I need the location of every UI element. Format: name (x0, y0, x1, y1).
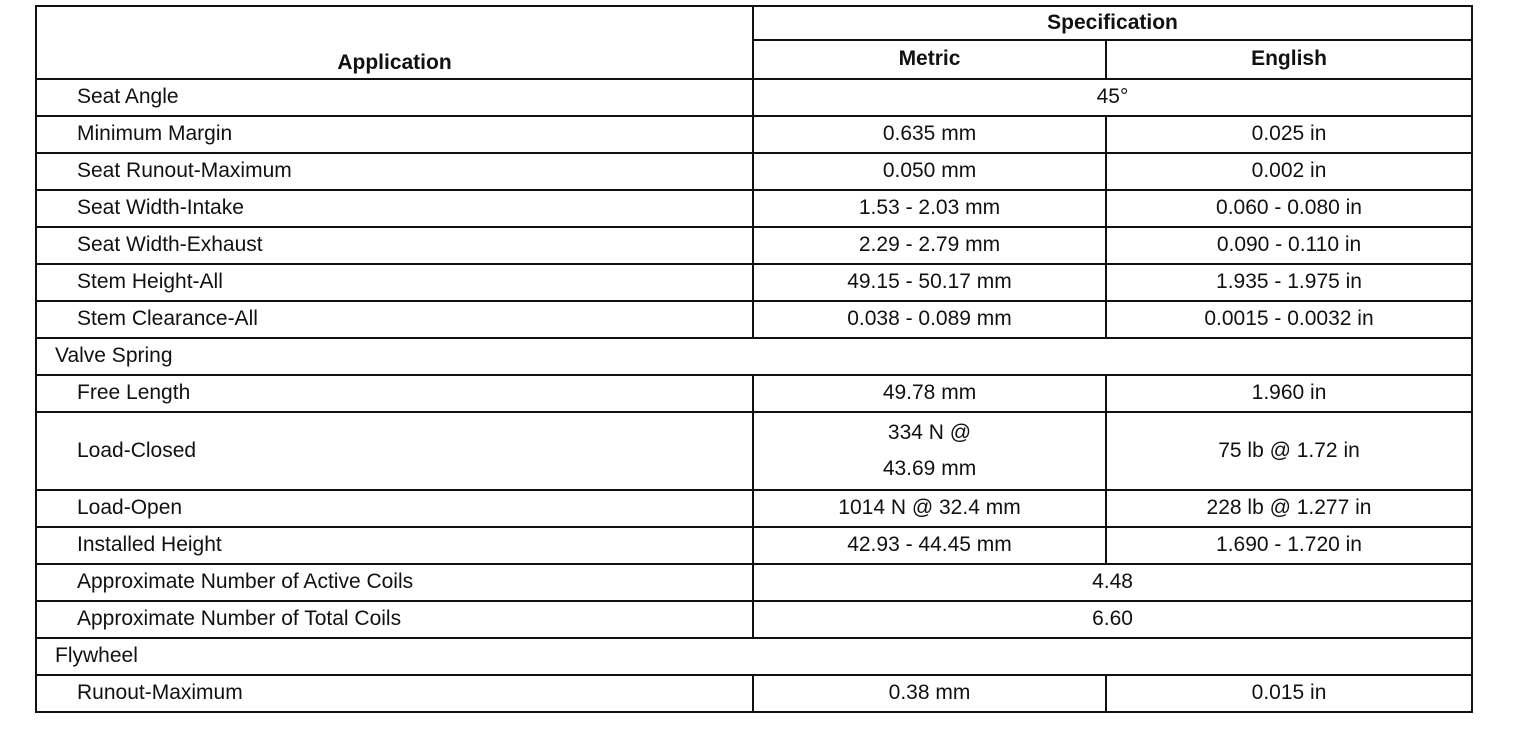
row-value: 4.48 (753, 564, 1472, 601)
table-row (36, 412, 1472, 490)
row-label: Seat Width-Exhaust (36, 227, 753, 264)
metric-value: 0.050 mm (753, 153, 1106, 190)
table-row (36, 601, 1472, 638)
metric-value: 0.038 - 0.089 mm (753, 301, 1106, 338)
table-row (36, 153, 1472, 190)
section-label-valve-spring: Valve Spring (36, 338, 1472, 375)
metric-value: 1014 N @ 32.4 mm (753, 490, 1106, 527)
metric-value: 49.15 - 50.17 mm (753, 264, 1106, 301)
table-row (36, 79, 1472, 116)
metric-value: 1.53 - 2.03 mm (753, 190, 1106, 227)
english-value: 0.002 in (1106, 153, 1472, 190)
header-application: Application (36, 6, 753, 79)
row-label: Seat Width-Intake (36, 190, 753, 227)
header-metric: Metric (753, 40, 1106, 79)
row-label: Installed Height (36, 527, 753, 564)
metric-value: 42.93 - 44.45 mm (753, 527, 1106, 564)
table-row (36, 375, 1472, 412)
row-value: 45° (753, 79, 1472, 116)
table-row (36, 264, 1472, 301)
row-label: Stem Clearance-All (36, 301, 753, 338)
table-row (36, 675, 1472, 712)
metric-value: 0.38 mm (753, 675, 1106, 712)
table-row (36, 190, 1472, 227)
english-value: 1.690 - 1.720 in (1106, 527, 1472, 564)
english-value: 0.090 - 0.110 in (1106, 227, 1472, 264)
table-row (36, 227, 1472, 264)
english-value: 228 lb @ 1.277 in (1106, 490, 1472, 527)
row-label: Load-Open (36, 490, 753, 527)
row-label: Seat Angle (36, 79, 753, 116)
metric-value: 49.78 mm (753, 375, 1106, 412)
english-value: 1.935 - 1.975 in (1106, 264, 1472, 301)
section-row (36, 338, 1472, 375)
header-english: English (1106, 40, 1472, 79)
row-label: Approximate Number of Active Coils (36, 564, 753, 601)
metric-value: 0.635 mm (753, 116, 1106, 153)
row-label: Free Length (36, 375, 753, 412)
table-row (36, 116, 1472, 153)
specification-table (35, 5, 1473, 713)
metric-value-line: 334 N @ (887, 421, 972, 444)
row-label: Runout-Maximum (36, 675, 753, 712)
section-row (36, 638, 1472, 675)
metric-value: 2.29 - 2.79 mm (753, 227, 1106, 264)
table-row (36, 564, 1472, 601)
english-value: 0.025 in (1106, 116, 1472, 153)
table-row (36, 490, 1472, 527)
english-value: 0.0015 - 0.0032 in (1106, 301, 1472, 338)
english-value: 0.060 - 0.080 in (1106, 190, 1472, 227)
metric-value (753, 412, 1106, 490)
table-row (36, 527, 1472, 564)
table-row (36, 301, 1472, 338)
english-value: 0.015 in (1106, 675, 1472, 712)
row-label: Seat Runout-Maximum (36, 153, 753, 190)
english-value: 1.960 in (1106, 375, 1472, 412)
table-header-row (36, 6, 1472, 40)
row-label: Load-Closed (36, 412, 753, 490)
english-value: 75 lb @ 1.72 in (1106, 412, 1472, 490)
row-label: Stem Height-All (36, 264, 753, 301)
row-label: Approximate Number of Total Coils (36, 601, 753, 638)
header-specification: Specification (753, 6, 1472, 40)
section-label-flywheel: Flywheel (36, 638, 1472, 675)
metric-value-line: 43.69 mm (882, 457, 977, 480)
row-label: Minimum Margin (36, 116, 753, 153)
row-value: 6.60 (753, 601, 1472, 638)
